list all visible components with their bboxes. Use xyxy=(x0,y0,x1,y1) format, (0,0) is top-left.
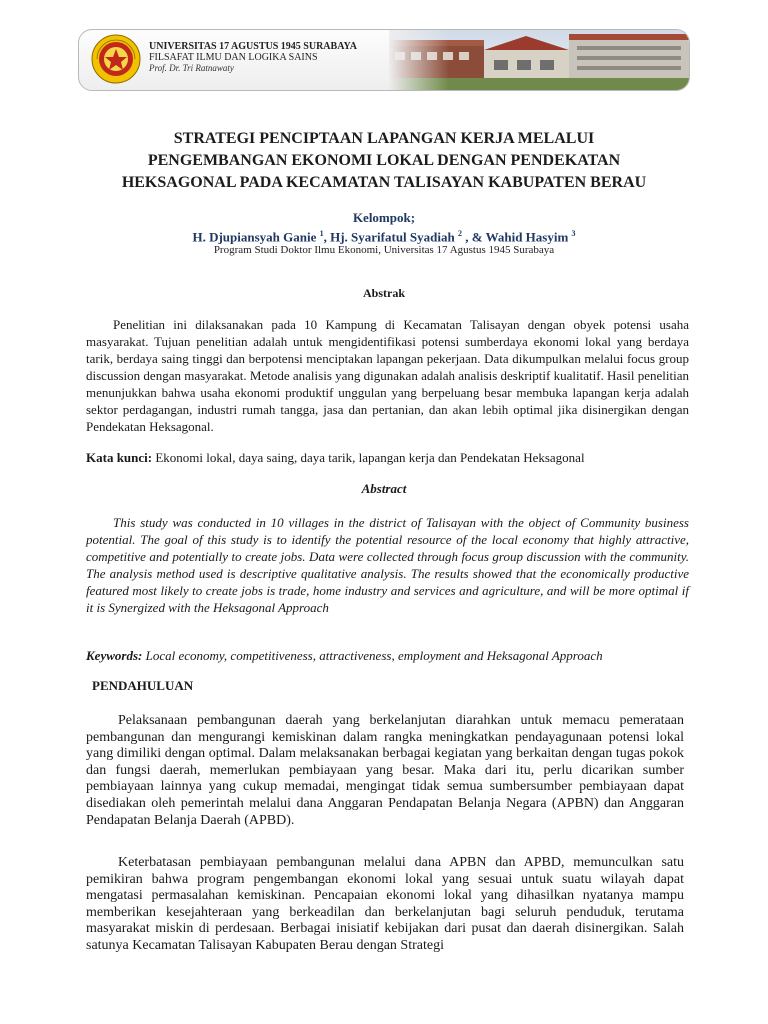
body-paragraph-2: Keterbatasan pembiayaan pembangunan melalui dana APBN dan APBD, memunculkan satu pemikiran bahwa program pengembangan ekonomi lokal yang sesuai untuk suatu wilayah dapat mengatasi permasalahan kemiskinan. Pencapaian ekonomi lokal yang dihasilkan nyatanya mampu memberikan kesejahteraan yang berkeadilan dan berkelanjutan bagi seluruh penduduk, terutama masyarakat miskin di perdesaan. Berbagai inisiatif kebijakan dari pusat dan daerah disinergikan. Salah satunya Kecamatan Talisayan Kabupaten Berau dengan Strategi xyxy=(86,855,684,953)
abstrak-text: Penelitian ini dilaksanakan pada 10 Kampung di Kecamatan Talisayan dengan obyek potensi usaha masyarakat. Tujuan penelitian adalah untuk mengidentifikasi potensi sumberdaya ekonomi lokal yang berdaya tarik, berdaya saing tinggi dan berpotensi menciptakan lapangan pekerjaan. Data dikumpulkan melalui focus group discussion dengan masyarakat. Metode analisis yang digunakan adalah analisis deskriptif kualitatif. Hasil penelitian menunjukkan bahwa usaha ekonomi produktif unggulan yang berpeluang besar membuka lapangan kerja adalah sektor perdagangan, industri rumah tangga, jasa dan pertanian, dan akan lebih optimal jika disinergikan dengan Pendekatan Heksagonal. xyxy=(86,317,689,434)
author-1: H. Djupiansyah Ganie xyxy=(192,229,320,245)
kata-kunci-label: Kata kunci: xyxy=(86,450,153,465)
title-line-3: HEKSAGONAL PADA KECAMATAN TALISAYAN KABUPATEN BERAU xyxy=(121,174,647,191)
author-2-sup: 2 xyxy=(457,229,462,238)
author-2: , Hj. Syarifatul Syadiah xyxy=(323,229,458,245)
section-heading-pendahuluan: PENDAHULUAN xyxy=(92,678,194,693)
university-name: UNIVERSITAS 17 AGUSTUS 1945 SURABAYA xyxy=(149,41,358,52)
authors-block xyxy=(60,210,708,245)
paper-title xyxy=(60,128,708,194)
title-line-1: STRATEGI PENCIPTAAN LAPANGAN KERJA MELALUI xyxy=(173,130,595,147)
author-list xyxy=(60,226,708,245)
abstract-heading: Abstract xyxy=(361,481,407,496)
header-banner xyxy=(78,29,690,91)
author-1-sup: 1 xyxy=(319,229,324,238)
author-3: , & Wahid Hasyim xyxy=(461,229,572,245)
campus-photo xyxy=(389,30,689,90)
university-logo xyxy=(91,34,141,84)
body-paragraph-1: Pelaksanaan pembangunan daerah yang berkelanjutan diarahkan untuk memacu pemerataan pembangunan dan mengurangi kemiskinan dalam rangka meningkatkan pendayagunaan potensi lokal yang dimiliki dengan optimal. Dalam melaksanakan berbagai kegiatan yang berkaitan dengan tugas pokok dan fungsi daerah, memerlukan pembiayaan yang besar. Maka dari itu, perlu dicarikan sumber pembiayaan lainnya yang cukup memadai, mengingat tidak semua sumbersumber pembiayaan dapat disediakan oleh pemerintah melalui dana Anggaran Pendapatan Belanja Negara (APBN) dan Anggaran Pendapatan Belanja Daerah (APBD). xyxy=(86,713,684,828)
keywords-text: Local economy, competitiveness, attractiveness, employment and Heksagonal Approach xyxy=(142,648,603,663)
title-line-2: PENGEMBANGAN EKONOMI LOKAL DENGAN PENDEKATAN xyxy=(147,152,621,169)
author-3-sup: 3 xyxy=(571,229,576,238)
banner-text xyxy=(149,41,357,74)
course-name: FILSAFAT ILMU DAN LOGIKA SAINS xyxy=(149,52,318,63)
kata-kunci-text: Ekonomi lokal, daya saing, daya tarik, lapangan kerja dan Pendekatan Heksagonal xyxy=(152,450,585,465)
kata-kunci xyxy=(86,449,689,466)
group-label: Kelompok; xyxy=(352,210,416,225)
lecturer-name: Prof. Dr. Tri Ratnawaty xyxy=(149,63,234,73)
abstract-text: This study was conducted in 10 villages in the district of Talisayan with the object of Community business potential. The goal of this study is to identify the potential resource of the local economy that highly attractive, competitive and potentially to create jobs. Data were collected through focus group discussion with the community. The analysis method used is descriptive qualitative analysis. The results showed that the economically productive featured most likely to create jobs is trade, home industry and services and agriculture, and will be more optimal if it is Synergized with the Heksagonal Approach xyxy=(86,515,689,615)
affiliation: Program Studi Doktor Ilmu Ekonomi, Universitas 17 Agustus 1945 Surabaya xyxy=(213,244,555,256)
keywords-label: Keywords: xyxy=(86,648,143,663)
abstrak-heading: Abstrak xyxy=(362,286,405,300)
keywords xyxy=(86,647,689,664)
